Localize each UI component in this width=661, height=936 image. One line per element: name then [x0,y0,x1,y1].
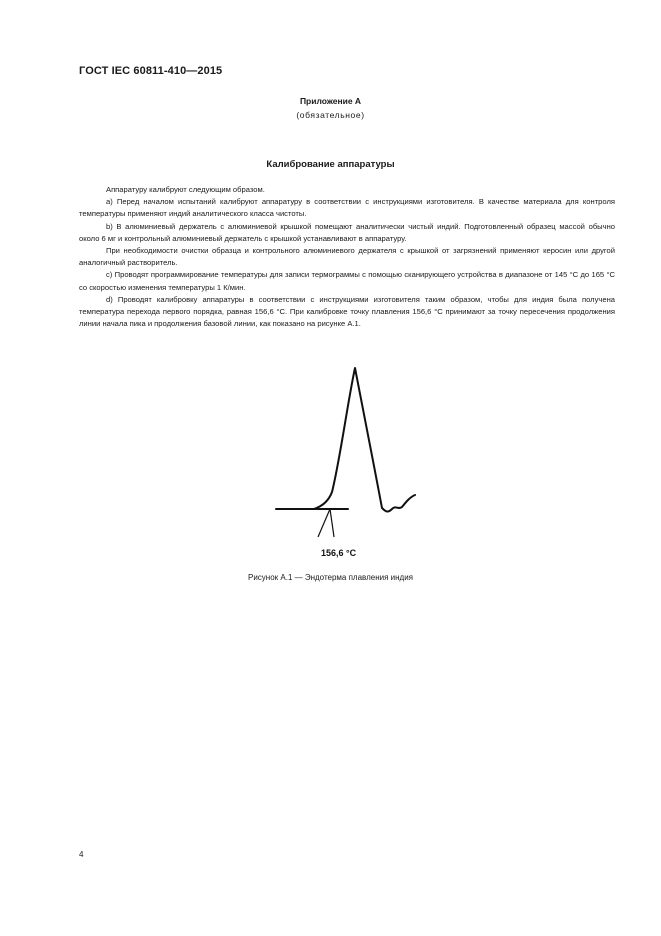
paragraph-d: d) Проводят калибровку аппаратуры в соответствии с инструкциями изготовителя таким образом, чтобы для индия была получена температура перехода первого порядка, равная 156,6 °С. При калибровке точку плавления 156,6 °С принимают за точку пересечения продолжения линии начала пика и продолжения базовой линии, как показано на рисунке А.1. [79,294,615,329]
leader-line-right [330,509,334,537]
standard-designation: ГОСТ IEC 60811-410—2015 [79,65,223,77]
paragraph-cleaning: При необходимости очистки образца и контрольного алюминиевого держателя с крышкой от загрязнений применяют керосин или другой аналогичный растворитель. [79,246,615,268]
paragraph-intro: Аппаратуру калибруют следующим образом. [106,185,265,194]
appendix-status: (обязательное) [296,110,365,120]
paragraph-c: c) Проводят программирование температуры для записи термограммы с помощью сканирующего устройства в диапазоне от 145 °С до 165 °С со скоростью изменения температуры 1 К/мин. [79,270,615,292]
appendix-title: Приложение А [299,96,362,106]
onset-temperature-label: 156,6 °C [321,548,357,558]
paragraph-b: b) В алюминиевый держатель с алюминиевой крышкой помещают аналитически чистый индий. Подготовленный образец массой обычно около 6 мг и контрольный алюминиевый держатель с крышкой устанавливают в аппаратуру. [79,221,615,243]
figure-caption: Рисунок А.1 — Эндотерма плавления индия [247,573,414,582]
page-number: 4 [79,850,84,859]
section-title: Калибрование аппаратуры [266,159,395,170]
paragraph-a: a) Перед началом испытаний калибруют аппаратуру в соответствии с инструкциями изготовителя. В качестве материала для контроля температуры применяют индий аналитического класса чистоты. [79,197,615,219]
endotherm-curve [314,368,415,512]
leader-line-left [318,509,330,537]
